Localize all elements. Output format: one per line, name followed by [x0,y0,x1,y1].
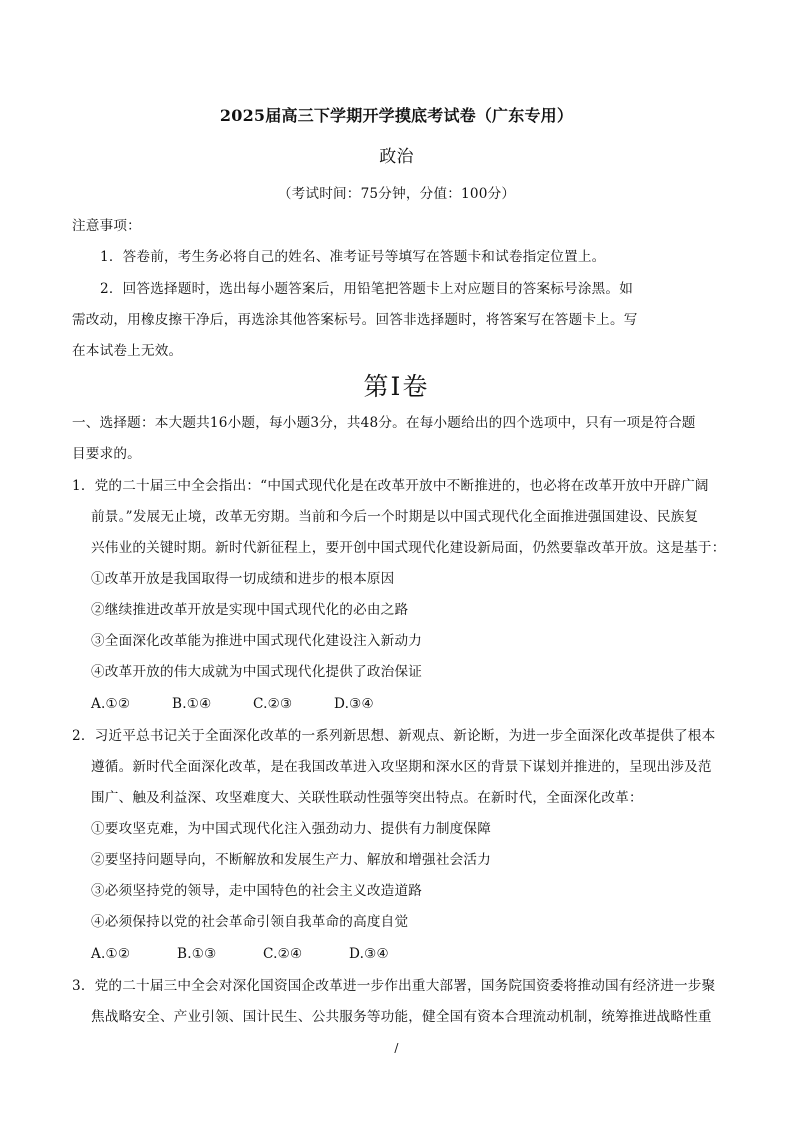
question-2-line-2: 遵循。新时代全面深化改革，是在我国改革进入攻坚期和深水区的背景下谋划并推进的，呈现出涉及范 [91,759,712,775]
notice-item-1: 1．答卷前，考生务必将自己的姓名、准考证号等填写在答题卡和试卷指定位置上。 [100,249,606,265]
question-1-option-a: A.①② [91,696,131,712]
question-1-option-c: C.②③ [253,696,293,712]
notice-item-2-line-1: 2．回答选择题时，选出每小题答案后，用铅笔把答题卡上对应题目的答案标号涂黑。如 [100,281,634,297]
question-1-statement-2: ②继续推进改革开放是实现中国式现代化的必由之路 [91,602,409,618]
question-2-line-3: 围广、触及利益深、攻坚难度大、关联性联动性强等突出特点。在新时代，全面深化改革： [91,790,643,806]
question-2-line-1: 2．习近平总书记关于全面深化改革的一系列新思想、新观点、新论断，为进一步全面深化改革提供了根本 [72,728,716,744]
question-2-statement-4: ④必须保持以党的社会革命引领自我革命的高度自觉 [91,914,409,930]
question-1-statement-3: ③全面深化改革能为推进中国式现代化建设注入新动力 [91,633,423,649]
question-1-statement-4: ④改革开放的伟大成就为中国式现代化提供了政治保证 [91,664,423,680]
question-2-option-d: D.③④ [349,946,389,962]
question-1-option-d: D.③④ [334,696,374,712]
question-1-option-b: B.①④ [172,696,212,712]
exam-title: 2025届高三下学期开学摸底考试卷（广东专用） [219,106,574,125]
question-1-line-3: 兴伟业的关键时期。新时代新征程上，要开创中国式现代化建设新局面，仍然要靠改革开放。这是基于： [91,540,726,556]
question-2-statement-1: ①要攻坚克难，为中国式现代化注入强劲动力、提供有力制度保障 [91,821,492,837]
question-2-option-b: B.①③ [177,946,217,962]
question-2-statement-3: ③必须坚持党的领导，走中国特色的社会主义改造道路 [91,883,423,899]
question-3-line-1: 3．党的二十届三中全会对深化国资国企改革进一步作出重大部署，国务院国资委将推动国有经济进一步聚 [72,978,716,994]
page-footer-mark: / [394,1041,399,1055]
notice-item-2-line-3: 在本试卷上无效。 [72,343,183,359]
notice-heading: 注意事项： [72,218,141,234]
question-2-statement-2: ②要坚持问题导向，不断解放和发展生产力、解放和增强社会活力 [91,852,492,868]
question-1-line-2: 前景。”发展无止境，改革无穷期。当前和今后一个时期是以中国式现代化全面推进强国建设、民族复 [91,509,699,525]
question-3-line-2: 焦战略安全、产业引领、国计民生、公共服务等功能，健全国有资本合理流动机制，统筹推进战略性重 [91,1009,712,1025]
question-2-options [91,944,435,964]
notice-item-2-line-2: 需改动，用橡皮擦干净后，再选涂其他答案标号。回答非选择题时，将答案写在答题卡上。写 [72,312,638,328]
question-1-statement-1: ①改革开放是我国取得一切成绩和进步的根本原因 [91,571,395,587]
subject-title: 政治 [379,147,414,167]
question-2-option-c: C.②④ [263,946,303,962]
section-instruction-line-2: 目要求的。 [72,446,141,462]
question-2-option-a: A.①② [91,946,131,962]
question-1-line-1: 1．党的二十届三中全会指出：“中国式现代化是在改革开放中不断推进的，也必将在改革开放中开辟广阔 [72,478,709,494]
section-instruction-line-1: 一、选择题：本大题共16小题，每小题3分，共48分。在每小题给出的四个选项中，只有一项是符合题 [72,415,696,431]
exam-info: （考试时间：75分钟，分值：100分） [277,186,516,202]
part-title: 第Ⅰ卷 [363,372,430,401]
question-1-options [91,694,415,714]
